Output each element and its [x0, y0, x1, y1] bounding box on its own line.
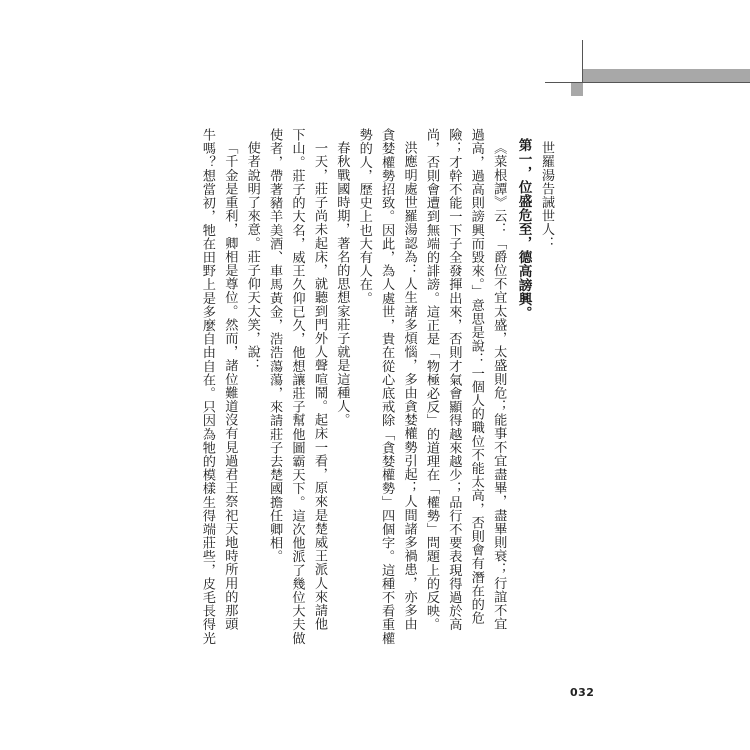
decorative-tab-small	[571, 82, 583, 96]
text-column: 《菜根譚》云：「爵位不宜太盛，太盛則危；能事不宜盡畢，盡畢則衰；行誼不宜	[491, 141, 507, 631]
text-column: 洪應明處世羅湯認為：人生諸多煩惱，多由貪婪權勢引起；人間諸多禍患，亦多由	[401, 141, 417, 631]
text-column: 尚，否則會遭到無端的誹謗。這正是「物極必反」的道理在「權勢」問題上的反映。	[423, 128, 439, 632]
decorative-tab	[583, 69, 750, 83]
text-column: 世羅湯告誡世人：	[539, 141, 554, 250]
text-column: 險；才幹不能一下子全發揮出來，否則才氣會顯得越來越少；品行不要表現得過於高	[446, 128, 462, 632]
text-column: 使者說明了來意。莊子仰天大笑，說：	[244, 141, 260, 373]
text-column: 牛嗎？想當初，牠在田野上是多麼自由自在。只因為牠的模樣生得端莊些，皮毛長得光	[199, 128, 215, 645]
text-column: 春秋戰國時期，著名的思想家莊子就是這種人。	[334, 141, 350, 427]
text-column: 貪婪權勢招致。因此，為人處世，貴在從心底戒除「貪婪權勢」四個字。這種不看重權	[379, 128, 395, 645]
section-heading: 第一，位盛危至，德高謗興。	[515, 138, 532, 320]
text-column: 使者，帶著豬羊美酒、車馬黃金，浩浩蕩蕩，來請莊子去楚國擔任卿相。	[267, 128, 283, 564]
body-text	[196, 128, 558, 698]
decorative-horizontal-line	[545, 82, 750, 83]
text-column: 過高，過高則謗興而毀來。」意思是說：一個人的職位不能太高，否則會有潛在的危	[468, 128, 484, 625]
text-column: 「千金是重利，卿相是尊位。然而，諸位難道沒有見過君王祭祀天地時所用的那頭	[222, 141, 238, 631]
text-column: 下山。莊子的大名，威王久仰已久，他想讓莊子幫他圖霸天下。這次他派了幾位大夫做	[289, 128, 305, 645]
text-column: 勢的人，歷史上也大有人在。	[356, 128, 372, 305]
page-number: 032	[570, 686, 595, 699]
text-column: 一天，莊子尚未起床，就聽到門外人聲喧鬧。起床一看，原來是楚威王派人來請他	[311, 141, 327, 631]
